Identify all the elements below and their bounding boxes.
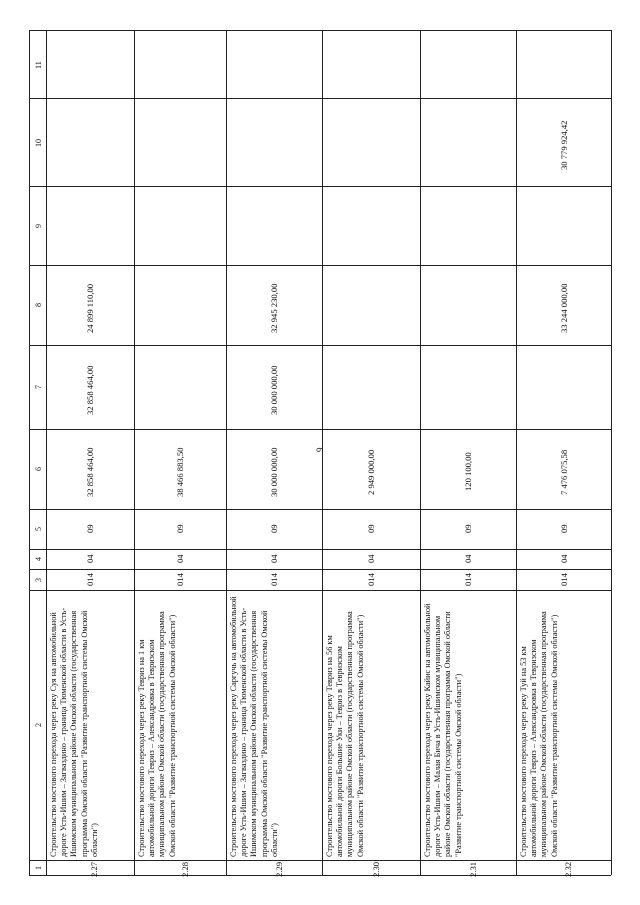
header-col-10: 10 [33,138,43,147]
page-number: 9 [315,447,325,452]
header-col-11: 11 [33,60,43,69]
table-border-top [29,30,611,31]
cell-col-4: 04 [175,554,185,564]
header-col-5: 5 [33,527,43,532]
row-description: Строительство мостового перехода через реку Суя на автомобильной дороге Усть-Ишим – Загваздино – граница Тюменской области в Усть-Ишимском муниципальном районе Омской области (государственная программа Омской области "Развитие транспортной системы Омской области") [49,607,99,857]
row-description: Строительство мостового перехода через реку Саргучь на автомобильной дороге Усть-Ишим – Загваздино – граница Тюменской области в Усть-Ишимском муниципальном районе Омской области (государственная программа Омской области "Развитие транспортной системы Омской области") [229,596,279,857]
row-number: 2.27 [89,861,100,877]
row-number: 2.30 [370,861,381,877]
cell-col-5: 09 [175,524,185,534]
row-number: 2.29 [273,861,284,877]
cell-col-6: 38 466 883,50 [175,447,185,497]
cell-col-6: 120 100,00 [463,451,473,491]
column-divider [29,569,611,570]
column-divider [29,590,611,591]
row-number: 2.32 [563,861,574,877]
cell-col-5: 09 [558,524,569,534]
cell-col-8: 32 945 230,00 [269,283,279,333]
column-divider [29,860,611,861]
cell-col-3: 014 [269,573,279,586]
cell-col-10: 30 779 924,42 [558,120,569,170]
row-number: 2.28 [179,861,190,877]
cell-col-6: 7 476 075,58 [558,449,569,495]
column-divider [29,186,611,187]
column-divider [29,98,611,99]
row-divider [226,30,227,875]
cell-col-4: 04 [269,554,279,564]
cell-col-8: 24 899 110,00 [85,283,95,333]
cell-col-3: 014 [366,573,376,586]
cell-col-5: 09 [463,524,473,534]
cell-col-3: 014 [558,573,569,586]
cell-col-5: 09 [85,524,95,534]
row-divider [322,30,323,875]
row-description: Строительство мостового перехода через реку Тевриз на 1 км автомобильной дороги Тевриз – Александровка в Тевризском муниципальном районе Омской области (государственная программа Омской области "Развитие транспортной системы Омской области") [137,611,177,857]
row-description: Строительство мостового перехода через реку Кайис на автомобильной дороге Усть-Ишим – Малая Бича в Усть-Ишимском муниципальном районе Омской области (государственная программа Омской области "Развитие транспортной системы Омской области") [423,603,463,857]
header-col-8: 8 [33,303,43,308]
header-col-9: 9 [33,223,43,228]
column-divider [29,345,611,346]
cell-col-3: 014 [463,573,473,586]
header-col-6: 6 [33,467,43,472]
cell-col-7: 32 858 464,00 [85,365,95,415]
cell-col-4: 04 [463,554,473,564]
cell-col-3: 014 [175,573,185,586]
header-col-2: 2 [33,723,43,728]
column-divider [29,265,611,266]
table-border-bottom [29,875,611,876]
cell-col-6: 30 000 000,00 [269,447,279,497]
cell-col-6: 2 949 000,00 [366,449,376,495]
cell-col-3: 014 [85,573,95,586]
cell-col-4: 04 [558,554,569,564]
row-divider [516,30,517,875]
column-divider [29,509,611,510]
header-col-4: 4 [33,557,43,562]
row-number: 2.31 [467,861,478,877]
column-divider [29,429,611,430]
row-description: Строительство мостового перехода через реку Туй на 53 км автомобильной дороги Тевриз – Александровка в Тевризском муниципальном районе Омской области (государственная программа Омской области "Развитие транспортной системы Омской области") [519,611,559,857]
cell-col-4: 04 [85,554,95,564]
header-col-7: 7 [33,385,43,390]
cell-col-4: 04 [366,554,376,564]
row-description: Строительство мостового перехода через реку Тевриз на 56 км автомобильной дороги Большие Уки – Тевриз в Тевризском муниципальном районе Омской области (государственная программа Омской области "Развитие транспортной системы Омской области") [325,611,365,857]
table-border-left [29,30,30,875]
row-divider [46,30,47,875]
row-divider [134,30,135,875]
row-divider [420,30,421,875]
column-divider [29,549,611,550]
cell-col-5: 09 [269,524,279,534]
cell-col-5: 09 [366,524,376,534]
cell-col-8: 33 244 000,00 [558,283,569,333]
table-border-right [611,30,612,875]
cell-col-6: 32 858 464,00 [85,447,95,497]
header-col-1: 1 [33,865,43,870]
header-col-3: 3 [33,577,43,582]
cell-col-7: 30 000 000,00 [269,365,279,415]
